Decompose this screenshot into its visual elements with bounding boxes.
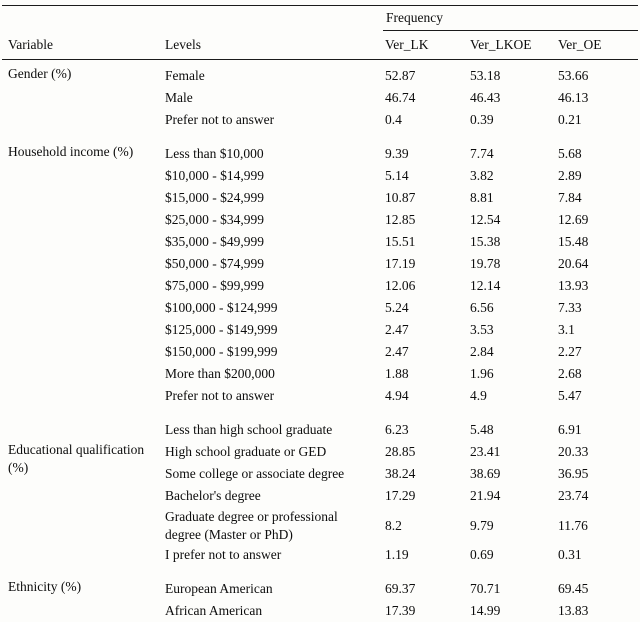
column-header-ver-oe: Ver_OE [558, 37, 602, 52]
level-label: Graduate degree or professional degree (Master or PhD) [165, 509, 338, 542]
group-rows [165, 65, 640, 131]
group-rows [165, 578, 640, 622]
frequency-value-ver-lkoe: 46.43 [470, 90, 501, 105]
frequency-value-ver-lkoe: 23.41 [470, 444, 501, 459]
table-row [165, 441, 640, 463]
level-label: $35,000 - $49,999 [165, 234, 264, 250]
table-row [165, 143, 640, 165]
frequency-value-ver-lk: 8.2 [385, 517, 402, 533]
table-row [165, 578, 640, 600]
level-label: Prefer not to answer [165, 112, 275, 128]
table-row [165, 87, 640, 109]
level-label: High school graduate or GED [165, 444, 327, 460]
level-label: Less than $10,000 [165, 146, 264, 162]
variable-label: Ethnicity (%) [8, 579, 82, 595]
frequency-value-ver-lkoe: 14.99 [470, 603, 501, 619]
frequency-value-ver-oe: 0.31 [558, 547, 582, 563]
level-label: I prefer not to answer [165, 547, 282, 563]
table-row [165, 507, 640, 544]
level-label: Some college or associate degree [165, 466, 345, 482]
frequency-value-ver-lkoe: 12.54 [470, 212, 501, 227]
level-label: $150,000 - $199,999 [165, 344, 278, 360]
table-row [165, 253, 640, 275]
level-label: $10,000 - $14,999 [165, 168, 264, 184]
frequency-value-ver-oe: 7.84 [558, 190, 582, 205]
frequency-value-ver-oe: 6.91 [558, 422, 582, 437]
table-row [165, 419, 640, 441]
frequency-value-ver-lkoe: 15.38 [470, 234, 501, 249]
frequency-value-ver-oe: 7.33 [558, 300, 582, 315]
frequency-value-ver-lk: 6.23 [385, 422, 409, 437]
column-header-levels: Levels [165, 37, 201, 52]
table-row [165, 463, 640, 485]
table-row [165, 165, 640, 187]
frequency-value-ver-lk: 5.14 [385, 168, 409, 183]
frequency-value-ver-lkoe: 6.56 [470, 300, 494, 315]
level-label: Less than high school graduate [165, 422, 333, 438]
table-row [165, 275, 640, 297]
table-body [0, 65, 640, 622]
level-label: $125,000 - $149,999 [165, 322, 278, 338]
variable-group [0, 143, 640, 407]
frequency-value-ver-oe: 20.33 [558, 444, 589, 459]
frequency-value-ver-oe: 23.74 [558, 488, 589, 503]
frequency-value-ver-lk: 2.47 [385, 322, 409, 337]
variable-group [0, 65, 640, 131]
frequency-value-ver-lkoe: 7.74 [470, 146, 494, 161]
frequency-value-ver-lk: 1.88 [385, 366, 409, 381]
level-label: $100,000 - $124,999 [165, 300, 278, 316]
table-row [165, 544, 640, 566]
table-row [165, 187, 640, 209]
frequency-value-ver-oe: 15.48 [558, 234, 589, 249]
column-header-ver-lkoe: Ver_LKOE [470, 37, 532, 52]
frequency-value-ver-lk: 17.19 [385, 256, 416, 271]
frequency-value-ver-lkoe: 1.96 [470, 366, 494, 381]
frequency-value-ver-lkoe: 38.69 [470, 466, 501, 481]
table-row [165, 209, 640, 231]
frequency-value-ver-lk: 17.29 [385, 488, 416, 503]
frequency-value-ver-lk: 38.24 [385, 466, 416, 481]
level-label: Bachelor's degree [165, 488, 261, 504]
frequency-value-ver-oe: 12.69 [558, 212, 589, 227]
frequency-value-ver-oe: 20.64 [558, 256, 589, 271]
frequency-value-ver-lkoe: 4.9 [470, 388, 487, 403]
frequency-value-ver-lk: 1.19 [385, 547, 409, 563]
frequency-value-ver-lk: 12.85 [385, 212, 416, 227]
level-label: Male [165, 90, 193, 106]
group-rows [165, 419, 640, 566]
frequency-value-ver-lkoe: 12.14 [470, 278, 501, 293]
variable-label: Gender (%) [8, 66, 72, 81]
frequency-value-ver-lk: 9.39 [385, 146, 409, 161]
frequency-value-ver-lk: 5.24 [385, 300, 409, 315]
level-label: $15,000 - $24,999 [165, 190, 264, 206]
frequency-value-ver-lkoe: 5.48 [470, 422, 494, 437]
level-label: Female [165, 68, 205, 84]
frequency-value-ver-lkoe: 70.71 [470, 581, 501, 597]
table-row [165, 385, 640, 407]
variable-label: Household income (%) [8, 144, 134, 159]
frequency-value-ver-oe: 13.93 [558, 278, 589, 293]
frequency-value-ver-oe: 13.83 [558, 603, 589, 619]
frequency-spanner-label: Frequency [386, 10, 443, 25]
frequency-value-ver-oe: 46.13 [558, 90, 589, 105]
column-header-variable: Variable [8, 37, 53, 52]
frequency-value-ver-oe: 0.21 [558, 112, 582, 127]
frequency-value-ver-lkoe: 0.39 [470, 112, 494, 127]
table-row [165, 485, 640, 507]
level-label: African American [165, 603, 263, 619]
frequency-value-ver-lkoe: 2.84 [470, 344, 494, 359]
table-row [165, 600, 640, 622]
level-label: $75,000 - $99,999 [165, 278, 264, 294]
frequency-value-ver-lk: 46.74 [385, 90, 416, 105]
level-label: $50,000 - $74,999 [165, 256, 264, 272]
table-row [165, 319, 640, 341]
frequency-value-ver-lkoe: 19.78 [470, 256, 501, 271]
column-header-ver-lk: Ver_LK [385, 37, 429, 52]
table-row [165, 341, 640, 363]
level-label: More than $200,000 [165, 366, 275, 382]
frequency-value-ver-lkoe: 0.69 [470, 547, 494, 563]
frequency-value-ver-lk: 17.39 [385, 603, 416, 619]
frequency-value-ver-lk: 10.87 [385, 190, 416, 205]
level-label: European American [165, 581, 273, 597]
frequency-value-ver-lk: 2.47 [385, 344, 409, 359]
table-row [165, 231, 640, 253]
frequency-value-ver-lk: 52.87 [385, 68, 416, 83]
frequency-spanner-row [0, 6, 640, 30]
frequency-value-ver-lk: 12.06 [385, 278, 416, 293]
level-label: $25,000 - $34,999 [165, 212, 264, 228]
frequency-value-ver-oe: 53.66 [558, 68, 589, 83]
frequency-value-ver-lkoe: 53.18 [470, 68, 501, 83]
frequency-value-ver-lkoe: 3.82 [470, 168, 494, 183]
table-row [165, 297, 640, 319]
frequency-value-ver-oe: 36.95 [558, 466, 589, 481]
frequency-value-ver-oe: 2.27 [558, 344, 582, 359]
frequency-value-ver-oe: 5.68 [558, 146, 582, 161]
variable-label: Educational qualification (%) [8, 442, 145, 476]
table-header-row [0, 31, 640, 59]
frequency-value-ver-lk: 0.4 [385, 112, 402, 127]
variable-group [0, 578, 640, 622]
frequency-value-ver-oe: 69.45 [558, 581, 589, 597]
frequency-value-ver-lk: 69.37 [385, 581, 416, 597]
table-row [165, 363, 640, 385]
frequency-value-ver-oe: 3.1 [558, 322, 575, 337]
table-row [165, 65, 640, 87]
frequency-value-ver-oe: 2.89 [558, 168, 582, 183]
variable-group [0, 419, 640, 566]
header-bottom-rule [2, 59, 638, 60]
frequency-value-ver-lkoe: 3.53 [470, 322, 494, 337]
frequency-value-ver-oe: 2.68 [558, 366, 582, 381]
frequency-value-ver-lkoe: 9.79 [470, 517, 494, 533]
group-rows [165, 143, 640, 407]
table-row [165, 109, 640, 131]
frequency-value-ver-oe: 5.47 [558, 388, 582, 403]
frequency-value-ver-oe: 11.76 [558, 517, 588, 533]
frequency-value-ver-lk: 28.85 [385, 444, 416, 459]
frequency-value-ver-lkoe: 21.94 [470, 488, 501, 503]
level-label: Prefer not to answer [165, 388, 275, 404]
frequency-value-ver-lkoe: 8.81 [470, 190, 494, 205]
frequency-value-ver-lk: 4.94 [385, 388, 409, 403]
frequency-value-ver-lk: 15.51 [385, 234, 416, 249]
